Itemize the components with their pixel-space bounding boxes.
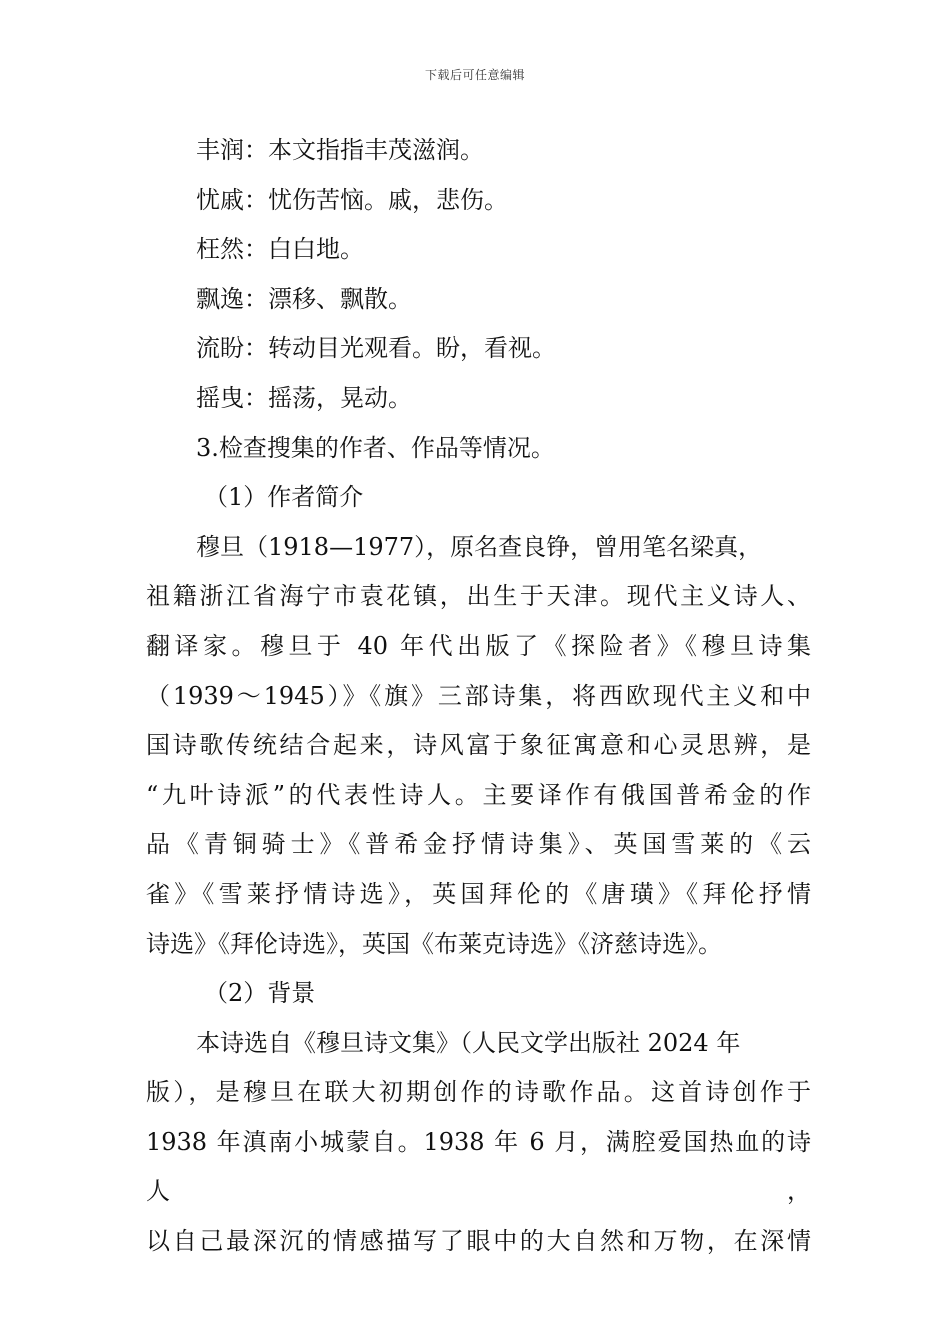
paragraph-line: 祖籍浙江省海宁市袁花镇，出生于天津。现代主义诗人、 [146, 582, 811, 611]
paragraph-line: （1939～1945）》《旗》三部诗集，将西欧现代主义和中 [146, 681, 811, 710]
document-body [146, 126, 811, 1267]
glossary-item: 飘逸：漂移、飘散。 [196, 284, 412, 313]
glossary-item: 枉然：白白地。 [196, 235, 364, 264]
paragraph-line: 1938 年滇南小城蒙自。1938 年 6 月，满腔爱国热血的诗人， [146, 1127, 811, 1206]
paragraph-line: 诗选》《拜伦诗选》，英国《布莱克诗选》《济慈诗选》。 [146, 929, 722, 958]
paragraph-line: 本诗选自《穆旦诗文集》（人民文学出版社 2024 年 [196, 1028, 741, 1057]
paragraph-line: “九叶诗派”的代表性诗人。主要译作有俄国普希金的作 [146, 780, 811, 809]
paragraph-line: 以自己最深沉的情感描写了眼中的大自然和万物，在深情 [146, 1227, 811, 1256]
paragraph-line: 雀》《雪莱抒情诗选》，英国拜伦的《唐璜》《拜伦抒情 [146, 879, 811, 908]
section-heading-background: （2）背景 [204, 979, 316, 1008]
glossary-item: 丰润：本文指指丰茂滋润。 [196, 136, 484, 164]
glossary-item: 摇曳：摇荡，晃动。 [196, 383, 412, 412]
paragraph-line: 品《青铜骑士》《普希金抒情诗集》、英国雪莱的《云 [146, 830, 811, 859]
glossary-item: 流盼：转动目光观看。盼，看视。 [196, 334, 556, 363]
glossary-item: 忧戚：忧伤苦恼。戚，悲伤。 [196, 185, 508, 214]
paragraph-line: 翻译家。穆旦于 40 年代出版了《探险者》《穆旦诗集 [146, 631, 811, 660]
section-heading-author: （1）作者简介 [204, 483, 364, 512]
paragraph-line: 穆旦（1918—1977），原名查良铮，曾用笔名梁真， [196, 532, 763, 561]
paragraph-line: 国诗歌传统结合起来，诗风富于象征寓意和心灵思辨，是 [146, 731, 811, 760]
paragraph-line: 版），是穆旦在联大初期创作的诗歌作品。这首诗创作于 [146, 1078, 811, 1107]
page-header: 下载后可任意编辑 [424, 68, 525, 82]
task-instruction: 3.检查搜集的作者、作品等情况。 [196, 433, 555, 462]
